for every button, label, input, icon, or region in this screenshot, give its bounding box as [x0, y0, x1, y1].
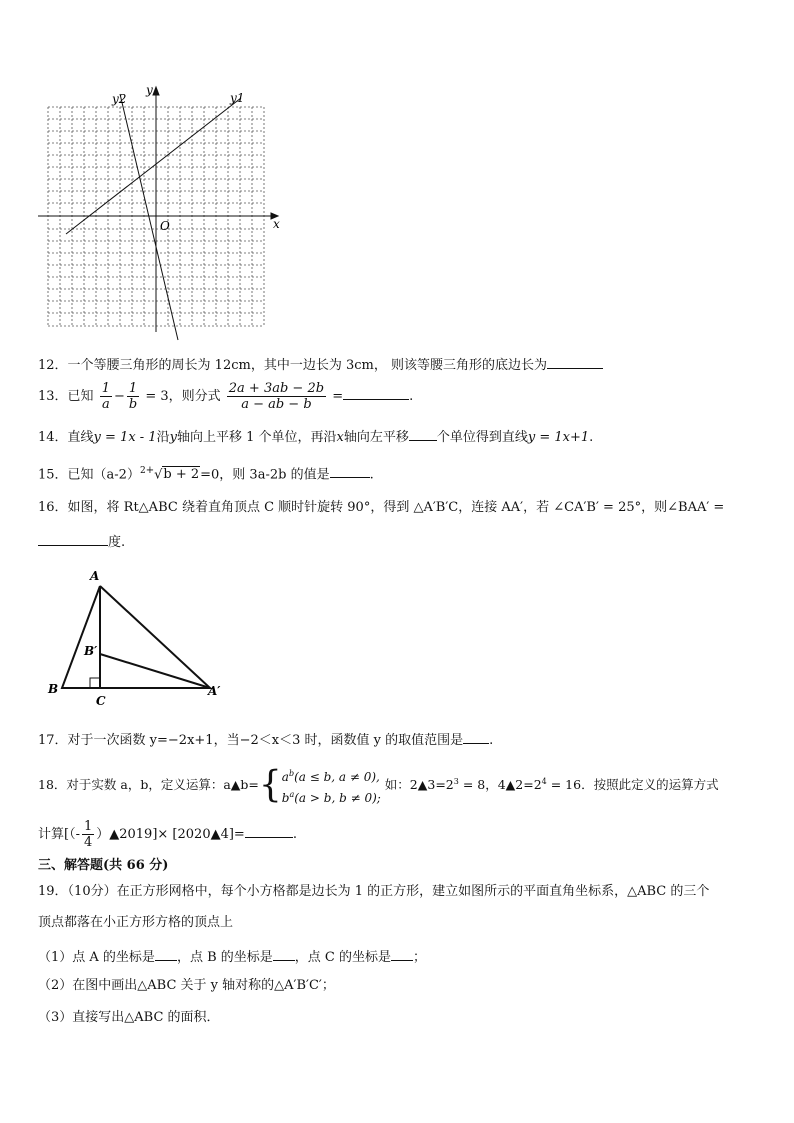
question-16-line2: 度.: [38, 531, 125, 552]
fraction-1-over-b: $\frac{1}{b}$: [128, 381, 138, 412]
answer-blank-15[interactable]: [330, 463, 370, 478]
section-3-heading: 三、解答题(共 66 分): [38, 858, 169, 873]
answer-blank-19-C[interactable]: [391, 946, 413, 961]
question-18-calc: 计算[（- $\frac{1}{4}$ ）▲2019]× [2020▲4]= .: [38, 819, 297, 850]
question-19-sub2: （2）在图中画出△ABC 关于 y 轴对称的△A′B′C′；: [38, 978, 335, 993]
answer-blank-14[interactable]: [409, 426, 437, 441]
answer-blank-12[interactable]: [547, 354, 603, 369]
line-y1-label: y1: [230, 91, 245, 105]
fraction-1-over-a: $\frac{1}{a}$: [101, 381, 110, 412]
answer-blank-17[interactable]: [463, 729, 489, 744]
vertex-A: A: [90, 569, 100, 583]
question-13: 13．已知 $\frac{1}{a}$ − $\frac{1}{b}$ = 3，则分式 $\frac{2a + 3ab - 2b}{a - ab - b}$ = .: [38, 381, 414, 412]
vertex-B: B: [48, 682, 59, 696]
question-19-sub1: （1）点 A 的坐标是 ，点 B 的坐标是 ，点 C 的坐标是 ；: [38, 946, 426, 967]
question-15: 15．已知$(a-2)^{2+}√b + 2=0$，则 3a-2b 的值是 .: [38, 465, 374, 483]
vertex-A-prime: A′: [208, 684, 221, 698]
question-12: 12．一个等腰三角形的周长为 12cm，其中一边长为 3cm， 则该等腰三角形的底边长为: [38, 354, 603, 375]
question-19-sub3: （3）直接写出△ABC 的面积．: [38, 1010, 220, 1025]
answer-blank-19-B[interactable]: [273, 946, 295, 961]
line-y1: [66, 98, 241, 234]
coordinate-graph: [36, 82, 286, 342]
triangle-figure: [40, 562, 240, 712]
question-19-line1: 19．（10分）在正方形网格中，每个小方格都是边长为 1 的正方形，建立如图所示的平面直角坐标系，△ABC 的三个: [38, 884, 710, 899]
y-axis-label: y: [146, 83, 153, 97]
question-16-line1: 16．如图，将 Rt△ABC 绕着直角顶点 C 顺时针旋转 90°，得到 △A′B′C，连接 AA′，若 ∠CA′B′ = 25°，则∠BAA′ =: [38, 500, 725, 515]
vertex-B-prime: B′: [84, 644, 98, 658]
brace: {: [258, 764, 282, 806]
y-axis-arrow: [153, 87, 159, 95]
answer-blank-18[interactable]: [245, 823, 293, 838]
line-y2-label: y2: [112, 92, 127, 106]
question-19-line2: 顶点都落在小正方形方格的顶点上: [38, 915, 234, 930]
origin-label: O: [160, 219, 170, 233]
sqrt-symbol: √: [154, 467, 163, 483]
fraction-expression: $\frac{2a + 3ab - 2b}{a - ab - b}$: [228, 381, 325, 412]
fraction-one-quarter: $\frac{1}{4}$: [83, 819, 93, 850]
answer-blank-16[interactable]: [38, 531, 108, 546]
question-18: 18．对于实数 a，b，定义运算：a▲b={ $a^b(a \le b$, a ≠ 0), $b^a(a > b$, b ≠ 0); 如：$2▲3=2^3 = 8$，$4▲2=2^4 = 16$．按照此定义的运算方式: [38, 764, 719, 806]
question-14: 14．直线y = 1x - 1沿y轴向上平移 1 个单位，再沿x轴向左平移 个单位得到直线y = 1x+1.: [38, 426, 593, 447]
vertex-C: C: [96, 694, 106, 708]
piecewise-cases: $a^b(a \le b$, a ≠ 0), $b^a(a > b$, b ≠ 0);: [281, 768, 381, 805]
axes: [38, 87, 278, 332]
answer-blank-19-A[interactable]: [155, 946, 177, 961]
answer-blank-13[interactable]: [343, 385, 409, 400]
x-axis-label: x: [273, 217, 280, 231]
question-17: 17．对于一次函数 y=−2x+1，当−2＜x＜3 时，函数值 y 的取值范围是 .: [38, 729, 493, 750]
